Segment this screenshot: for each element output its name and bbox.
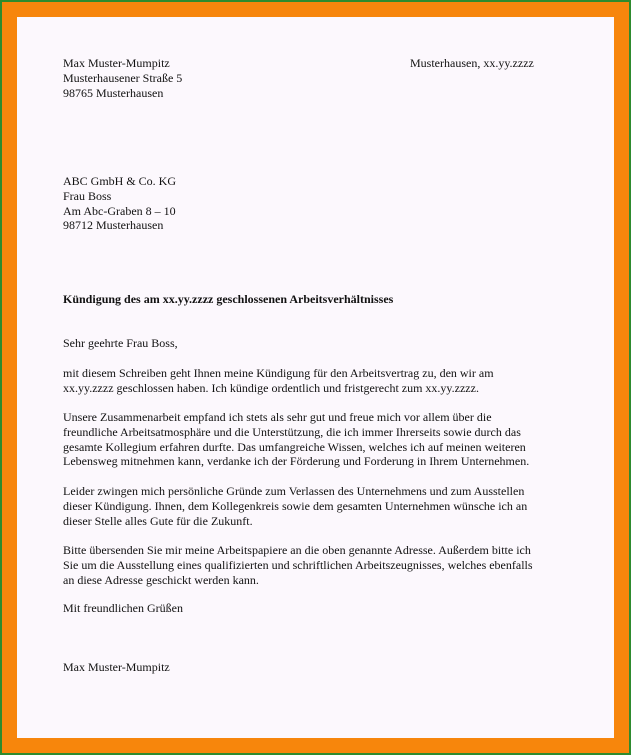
paragraph-line: Sie um die Ausstellung eines qualifizierten und schriftlichen Arbeitszeugnisses, welches ebenfalls	[63, 557, 533, 572]
paragraph-line: gesamte Kollegium erfahren durfte. Das umfangreiche Wissen, welches ich auf meinen weiteren	[63, 439, 526, 454]
recipient-street: Am Abc-Graben 8 – 10	[63, 203, 176, 218]
letter-page	[17, 17, 614, 738]
sender-street: Musterhausener Straße 5	[63, 70, 183, 85]
paragraph-line: Lebensweg mitnehmen kann, verdanke ich der Förderung und Forderung in Ihrem Unternehmen.	[63, 454, 530, 469]
recipient-contact: Frau Boss	[63, 188, 112, 203]
subject-line: Kündigung des am xx.yy.zzzz geschlossenen Arbeitsverhältnisses	[63, 292, 394, 306]
paragraph-4	[63, 543, 533, 587]
signature-name: Max Muster-Mumpitz	[63, 660, 170, 674]
salutation: Sehr geehrte Frau Boss,	[63, 336, 178, 350]
sender-name: Max Muster-Mumpitz	[63, 56, 170, 70]
paragraph-line: Leider zwingen mich persönliche Gründe zum Verlassen des Unternehmens und zum Ausstellen	[63, 484, 525, 498]
paragraph-line: Bitte übersenden Sie mir meine Arbeitspapiere an die oben genannte Adresse. Außerdem bitte ich	[63, 543, 531, 557]
sender-block	[63, 56, 182, 100]
paragraph-line: dieser Stelle alles Gute für die Zukunft.	[63, 513, 253, 528]
recipient-block	[63, 174, 176, 233]
paragraph-line: an diese Adresse geschickt werden kann.	[63, 572, 259, 587]
paragraph-1	[63, 366, 494, 396]
paragraph-line: dieser Kündigung. Ihnen, dem Kollegenkreis sowie dem gesamten Unternehmen wünsche ich an	[63, 498, 528, 513]
place-date: Musterhausen, xx.yy.zzzz	[410, 56, 534, 70]
paragraph-line: freundliche Arbeitsatmosphäre und die Unterstützung, die ich immer Ihrerseits sowie durch das	[63, 424, 521, 439]
paragraph-line: Unsere Zusammenarbeit empfand ich stets als sehr gut und freue mich vor allem über die	[63, 410, 492, 424]
recipient-city: 98712 Musterhausen	[63, 218, 164, 233]
recipient-company: ABC GmbH & Co. KG	[63, 174, 177, 188]
paragraph-2	[63, 410, 529, 469]
sender-city: 98765 Musterhausen	[63, 85, 164, 100]
paragraph-line: mit diesem Schreiben geht Ihnen meine Kündigung für den Arbeitsvertrag zu, den wir am	[63, 366, 494, 380]
paragraph-3	[63, 484, 527, 528]
paragraph-line: xx.yy.zzzz geschlossen haben. Ich kündige ordentlich und fristgerecht zum xx.yy.zzzz.	[63, 380, 479, 395]
closing: Mit freundlichen Grüßen	[63, 601, 183, 615]
